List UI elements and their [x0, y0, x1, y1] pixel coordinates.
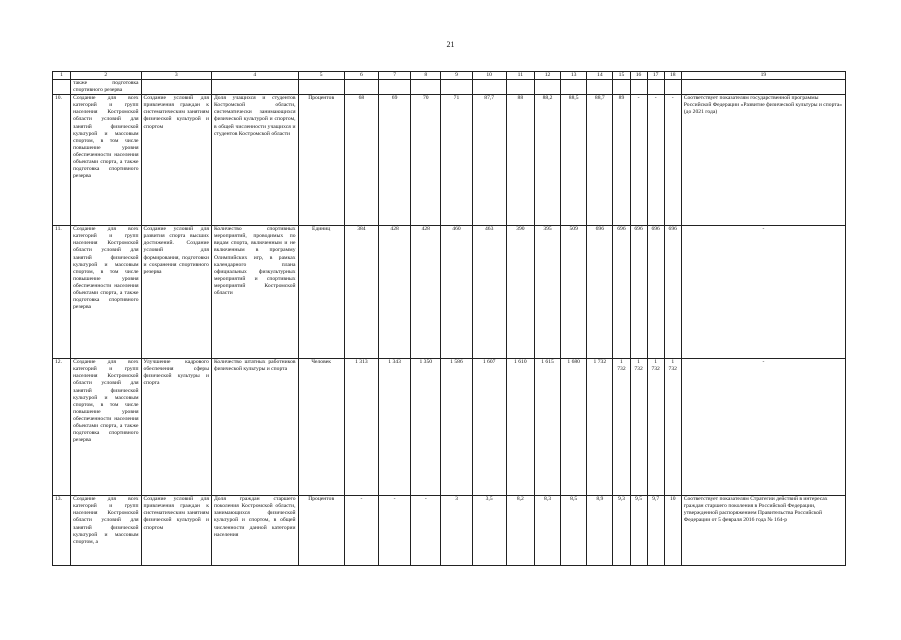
value-cell: 384 — [344, 226, 378, 359]
value-cell: - — [630, 95, 647, 226]
empty-cell — [379, 80, 411, 95]
value-cell: 1 732 — [587, 359, 613, 496]
value-cell: 88,7 — [587, 95, 613, 226]
empty-cell — [411, 80, 441, 95]
table-row — [53, 226, 846, 359]
column-number: 14 — [587, 72, 613, 80]
goal-cell: Создание условий для привлечения граждан к систематическим занятиям физической культурой и спортом — [141, 95, 211, 226]
unit-cell: Единиц — [298, 226, 344, 359]
indicators-table — [52, 71, 846, 566]
value-cell: 1 607 — [472, 359, 506, 496]
empty-cell — [141, 80, 211, 95]
value-cell: 1 313 — [344, 359, 378, 496]
value-cell: 395 — [534, 226, 560, 359]
empty-cell — [561, 80, 587, 95]
value-cell: 1 610 — [506, 359, 534, 496]
table-row — [53, 496, 846, 566]
value-cell: 71 — [441, 95, 472, 226]
value-cell: 1 586 — [441, 359, 472, 496]
value-cell: 696 — [630, 226, 647, 359]
value-cell: 3,5 — [472, 496, 506, 566]
column-number: 6 — [344, 72, 378, 80]
column-number: 13 — [561, 72, 587, 80]
column-number: 7 — [379, 72, 411, 80]
value-cell: 89 — [613, 95, 630, 226]
value-cell: 8,5 — [561, 496, 587, 566]
empty-cell — [681, 80, 845, 95]
continuation-task-text: также подготовка спортивного резерва — [71, 80, 141, 95]
task-cell: Создание для всех категорий и групп населения Костромской области условий для занятий физической культурой и массовым спортом, а — [71, 496, 141, 566]
value-cell: - — [344, 496, 378, 566]
column-number: 15 — [613, 72, 630, 80]
value-cell: - — [664, 95, 681, 226]
note-cell: - — [681, 359, 845, 496]
value-cell: 1 732 — [664, 359, 681, 496]
column-number-row — [53, 72, 846, 80]
empty-cell — [647, 80, 664, 95]
task-cell: Создание для всех категорий и групп населения Костромской области условий для занятий физической культурой и массовым спортом, в том числе повышение уровня обеспеченности населения объектами спорта, а также подготовка спортивного резерва — [71, 359, 141, 496]
table-row — [53, 359, 846, 496]
value-cell: 428 — [379, 226, 411, 359]
value-cell: 1 732 — [613, 359, 630, 496]
column-number: 11 — [506, 72, 534, 80]
column-number: 19 — [681, 72, 845, 80]
unit-cell: Процентов — [298, 95, 344, 226]
value-cell: 463 — [472, 226, 506, 359]
empty-cell — [211, 80, 298, 95]
value-cell: 1 615 — [534, 359, 560, 496]
value-cell: - — [379, 496, 411, 566]
empty-cell — [472, 80, 506, 95]
goal-cell: Создание условий для привлечения граждан к систематическим занятиям физической культурой и спортом — [141, 496, 211, 566]
value-cell: 9,5 — [630, 496, 647, 566]
empty-cell — [534, 80, 560, 95]
goal-cell: Улучшение кадрового обеспечения сферы физической культуры и спорта — [141, 359, 211, 496]
note-cell: Соответствует показателям государственной программы Российской Федерации «Развитие физической культуры и спорта» (до 2021 года) — [681, 95, 845, 226]
value-cell: 88,2 — [534, 95, 560, 226]
empty-cell — [53, 80, 71, 95]
value-cell: 10 — [664, 496, 681, 566]
value-cell: 1 350 — [411, 359, 441, 496]
column-number: 9 — [441, 72, 472, 80]
row-number: 11. — [53, 226, 71, 359]
value-cell: 69 — [379, 95, 411, 226]
unit-cell: Человек — [298, 359, 344, 496]
value-cell: 428 — [411, 226, 441, 359]
value-cell: 8,9 — [587, 496, 613, 566]
column-number: 10 — [472, 72, 506, 80]
value-cell: - — [411, 496, 441, 566]
column-number: 3 — [141, 72, 211, 80]
task-cell: Создание для всех категорий и групп населения Костромской области условий для занятий физической культурой и массовым спортом, в том числе повышение уровня обеспеченности населения объектами спорта, а также подготовка спортивного резерва — [71, 226, 141, 359]
value-cell: 8,3 — [534, 496, 560, 566]
column-number: 18 — [664, 72, 681, 80]
column-number: 5 — [298, 72, 344, 80]
empty-cell — [630, 80, 647, 95]
value-cell: 1 732 — [647, 359, 664, 496]
indicator-cell: Количество спортивных мероприятий, проводимых по видам спорта, включенным и не включенным в программу Олимпийских игр, в рамках календарного плана официальных физкультурных мероприятий и спортивных мероприятий Костромской области — [211, 226, 298, 359]
note-cell: - — [681, 226, 845, 359]
note-cell: Соответствует показателям Стратегии действий в интересах граждан старшего поколения в Российской Федерации, утвержденной распоряжением Правительства Российской Федерации от 5 февраля 2016 года № 164-р — [681, 496, 845, 566]
column-number: 2 — [71, 72, 141, 80]
value-cell: 87,7 — [472, 95, 506, 226]
indicator-cell: Количество штатных работников физической культуры и спорта — [211, 359, 298, 496]
value-cell: 70 — [411, 95, 441, 226]
empty-cell — [344, 80, 378, 95]
column-number: 4 — [211, 72, 298, 80]
value-cell: 390 — [506, 226, 534, 359]
value-cell: 696 — [587, 226, 613, 359]
unit-cell: Процентов — [298, 496, 344, 566]
value-cell: 88 — [506, 95, 534, 226]
empty-cell — [587, 80, 613, 95]
value-cell: - — [647, 95, 664, 226]
row-number: 12. — [53, 359, 71, 496]
value-cell: 696 — [664, 226, 681, 359]
task-cell: Создание для всех категорий и групп населения Костромской области условий для занятий физической культурой и массовым спортом, в том числе повышение уровня обеспеченности населения объектами спорта, а также подготовка спортивного резерва — [71, 95, 141, 226]
empty-cell — [506, 80, 534, 95]
empty-cell — [664, 80, 681, 95]
indicator-cell: Доля учащихся и студентов Костромской области, систематически занимающихся физической культурой и спортом, в общей численности учащихся и студентов Костромской области — [211, 95, 298, 226]
row-number: 10. — [53, 95, 71, 226]
indicator-cell: Доля граждан старшего поколения Костромской области, занимающихся физической культурой и спортом, в общей численности данной категории населения — [211, 496, 298, 566]
column-number: 16 — [630, 72, 647, 80]
value-cell: 3 — [441, 496, 472, 566]
page-number: 21 — [446, 40, 455, 49]
column-number: 17 — [647, 72, 664, 80]
value-cell: 8,2 — [506, 496, 534, 566]
value-cell: 88,5 — [561, 95, 587, 226]
column-number: 8 — [411, 72, 441, 80]
value-cell: 1 680 — [561, 359, 587, 496]
table-row — [53, 95, 846, 226]
empty-cell — [441, 80, 472, 95]
value-cell: 9,7 — [647, 496, 664, 566]
value-cell: 696 — [647, 226, 664, 359]
empty-cell — [298, 80, 344, 95]
value-cell: 696 — [613, 226, 630, 359]
value-cell: 68 — [344, 95, 378, 226]
goal-cell: Создание условий для развития спорта высших достижений. Создание условий для формирования, подготовки и сохранения спортивного резерва — [141, 226, 211, 359]
column-number: 1 — [53, 72, 71, 80]
value-cell: 9,3 — [613, 496, 630, 566]
continuation-row — [53, 80, 846, 95]
value-cell: 460 — [441, 226, 472, 359]
row-number: 13. — [53, 496, 71, 566]
column-number: 12 — [534, 72, 560, 80]
value-cell: 509 — [561, 226, 587, 359]
value-cell: 1 343 — [379, 359, 411, 496]
value-cell: 1 732 — [630, 359, 647, 496]
empty-cell — [613, 80, 630, 95]
